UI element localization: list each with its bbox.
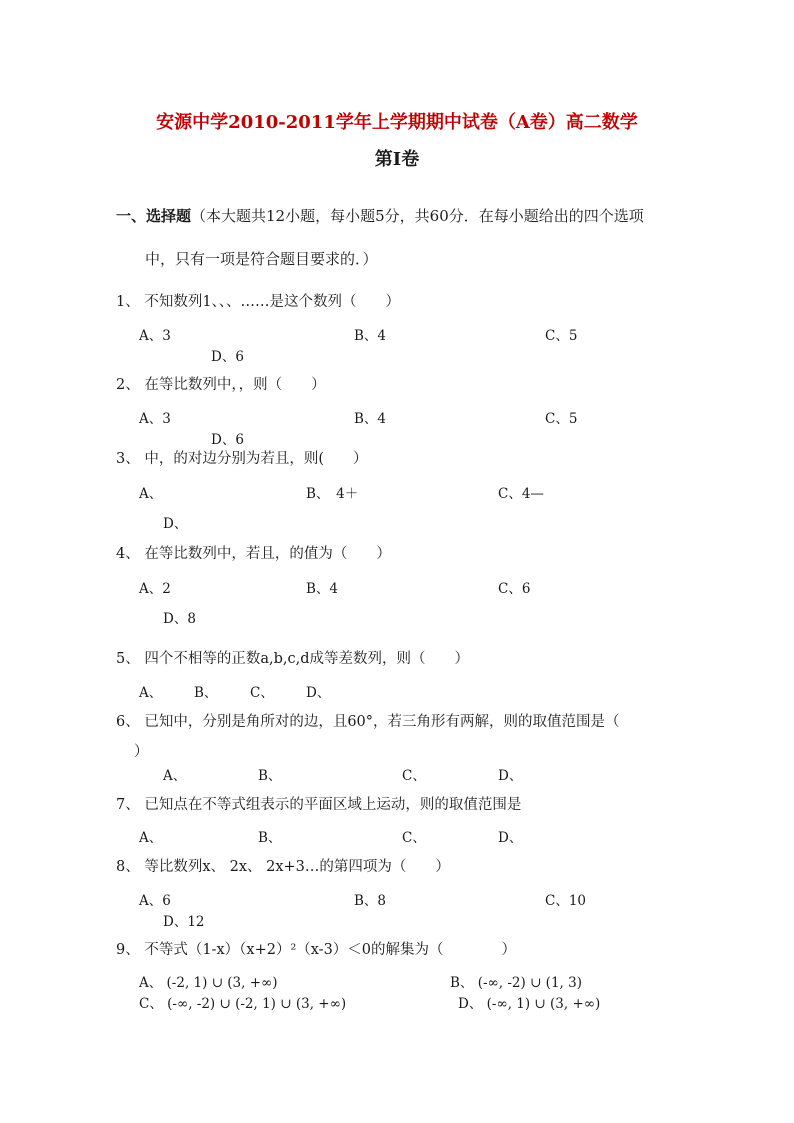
option-b: B、4 <box>306 581 339 597</box>
option-a: A、3 <box>139 328 171 344</box>
option-a: A、2 <box>139 581 171 597</box>
option-a: A、 <box>139 486 163 502</box>
option-d: D、 <box>163 516 188 532</box>
option-c: C、4— <box>498 486 544 502</box>
option-b: B、4 <box>354 411 387 427</box>
option-a: A、 (-2, 1) ∪ (3, +∞) <box>139 975 278 991</box>
option-c: C、5 <box>545 411 578 427</box>
option-c: C、10 <box>545 893 587 909</box>
exam-title: 安源中学2010-2011学年上学期期中试卷（A卷）高二数学 <box>156 112 638 133</box>
option-d: D、 <box>306 685 331 701</box>
option-d: D、 (-∞, 1) ∪ (3, +∞) <box>458 996 601 1012</box>
option-d: D、 <box>498 830 523 846</box>
section-heading <box>116 205 644 226</box>
option-c: C、 <box>250 685 274 701</box>
question-stem: 4、 在等比数列中，若且，的值为（ ） <box>116 546 391 562</box>
option-a: A、3 <box>139 411 171 427</box>
option-b: B、 <box>258 830 282 846</box>
option-b: B、 (-∞, -2) ∪ (1, 3) <box>450 975 582 991</box>
option-d: D、 <box>498 768 523 784</box>
volume-label: 第Ⅰ卷 <box>374 149 420 170</box>
option-c: C、 <box>402 768 426 784</box>
question-stem: 7、 已知点在不等式组表示的平面区域上运动，则的取值范围是 <box>116 797 522 813</box>
question-stem: 6、 已知中，分别是角所对的边，且60°，若三角形有两解，则的取值范围是（ <box>116 714 620 730</box>
option-d: D、6 <box>211 349 244 365</box>
question-stem: 1、 不知数列1、、、……是这个数列（ ） <box>116 294 401 310</box>
option-a: A、6 <box>139 893 171 909</box>
question-stem: 8、 等比数列x、 2x、 2x+3…的第四项为（ ） <box>116 859 450 875</box>
section-title: 一、选择题 <box>116 207 192 225</box>
option-a: A、 <box>139 830 163 846</box>
question-stem: 3、 中，的对边分别为若且，则( ） <box>116 451 368 467</box>
question-stem: 2、 在等比数列中，，则（ ） <box>116 377 326 393</box>
question-stem: 9、 不等式（1-x）（x+2）²（x-3）＜0的解集为（ ） <box>116 942 517 958</box>
option-b: B、 <box>258 768 282 784</box>
question-stem: 5、 四个不相等的正数a,b,c,d成等差数列，则（ ） <box>116 651 469 667</box>
option-d: D、8 <box>163 611 196 627</box>
option-c: C、 <box>402 830 426 846</box>
option-d: D、12 <box>163 914 205 930</box>
option-b: B、4 <box>354 328 387 344</box>
option-c: C、5 <box>545 328 578 344</box>
option-d: D、6 <box>211 432 244 448</box>
option-c: C、6 <box>498 581 531 597</box>
option-c: C、 (-∞, -2) ∪ (-2, 1) ∪ (3, +∞) <box>139 996 347 1012</box>
option-a: A、 <box>139 685 163 701</box>
option-a: A、 <box>163 768 187 784</box>
option-b: B、 <box>194 685 218 701</box>
section-instructions-cont: 中，只有一项是符合题目要求的．） <box>145 250 378 268</box>
section-instructions: （本大题共12小题，每小题5分，共60分．在每小题给出的四个选项 <box>191 207 644 225</box>
question-stem-cont: ） <box>134 744 149 760</box>
option-b: B、8 <box>354 893 387 909</box>
option-b: B、 4＋ <box>306 486 359 502</box>
